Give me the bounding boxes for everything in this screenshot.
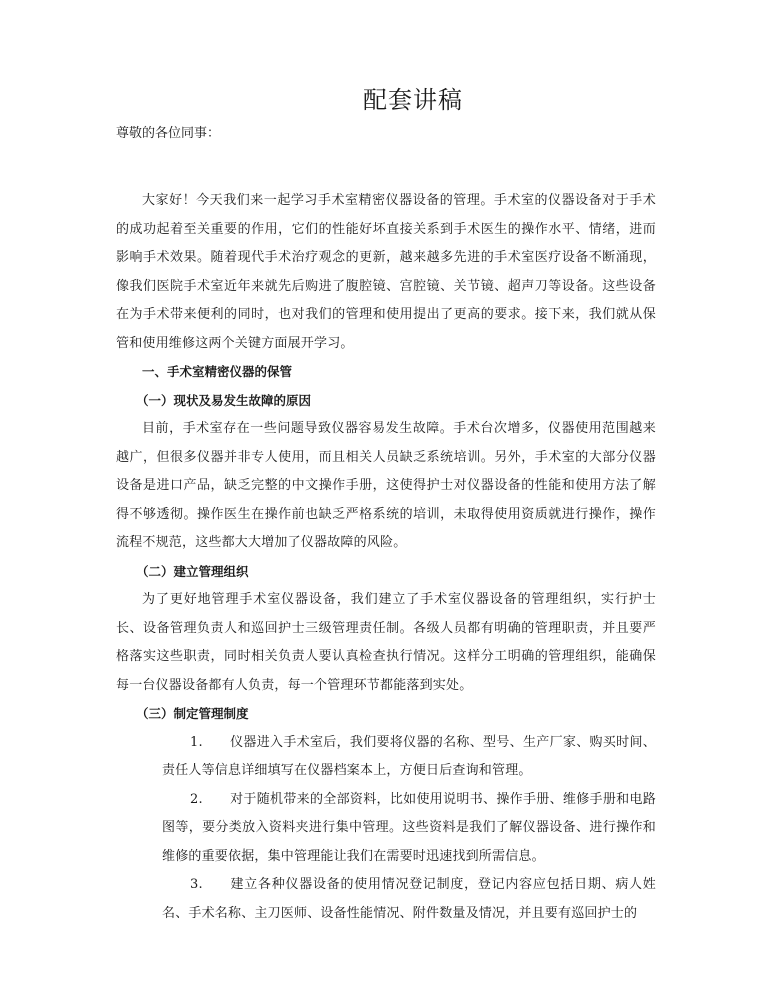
list-item — [162, 786, 656, 872]
section-heading: 一、手术室精密仪器的保管 — [142, 364, 293, 379]
subsection-heading: （一）现状及易发生故障的原因 — [136, 392, 312, 408]
intro-paragraph: 大家好！今天我们来一起学习手术室精密仪器设备的管理。手术室的仪器设备对于手术的成功起着至关重要的作用，它们的性能好坏直接关系到手术医生的操作水平、情绪，进而影响手术效果。随着现代手术治疗观念的更新，越来越多先进的手术室医疗设备不断涌现，像我们医院手术室近年来就先后购进了腹腔镜、宫腔镜、关节镜、超声刀等设备。这些设备在为手术带来便利的同时，也对我们的管理和使用提出了更高的要求。接下来，我们就从保管和使用维修这两个关键方面展开学习。 — [116, 193, 656, 351]
list-item — [162, 871, 656, 928]
list-item-text: 仪器进入手术室后，我们要将仪器的名称、型号、生产厂家、购买时间、责任人等信息详细填写在仪器档案本上，方便日后查询和管理。 — [162, 734, 656, 778]
list-number: 2. — [190, 791, 203, 807]
list-number: 1. — [190, 734, 203, 750]
document-page — [116, 82, 656, 928]
document-title: 配套讲稿 — [363, 86, 463, 114]
blank-space — [116, 147, 656, 187]
list-item-text: 建立各种仪器设备的使用情况登记制度，登记内容应包括日期、病人姓名、手术名称、主刀医师、设备性能情况、附件数量及情况，并且要有巡回护士的 — [162, 877, 656, 921]
body-paragraph: 为了更好地管理手术室仪器设备，我们建立了手术室仪器设备的管理组织，实行护士长、设备管理负责人和巡回护士三级管理责任制。各级人员都有明确的管理职责，并且要严格落实这些职责，同时相关负责人要认真检查执行情况。这样分工明确的管理组织，能确保每一台仪器设备都有人负责，每一个管理环节都能落到实处。 — [116, 592, 656, 693]
list-number: 3. — [190, 877, 203, 892]
subsection-heading: （三）制定管理制度 — [136, 706, 249, 721]
body-paragraph: 目前，手术室存在一些问题导致仪器容易发生故障。手术台次增多，仪器使用范围越来越广，但很多仪器并非专人使用，而且相关人员缺乏系统培训。另外，手术室的大部分仪器设备是进口产品，缺乏完整的中文操作手册，这使得护士对仪器设备的性能和使用方法了解得不够透彻。操作医生在操作前也缺乏严格系统的培训，未取得使用资质就进行操作，操作流程不规范，这些都大大增加了仪器故障的风险。 — [116, 421, 656, 550]
subsection-heading: （二）建立管理组织 — [136, 563, 249, 579]
list-item-text: 对于随机带来的全部资料，比如使用说明书、操作手册、维修手册和电路图等，要分类放入资料夹进行集中管理。这些资料是我们了解仪器设备、进行操作和维修的重要依据，集中管理能让我们在需要时迅速找到所需信息。 — [162, 791, 656, 864]
list-item — [162, 729, 656, 786]
greeting-line: 尊敬的各位同事： — [116, 126, 221, 141]
